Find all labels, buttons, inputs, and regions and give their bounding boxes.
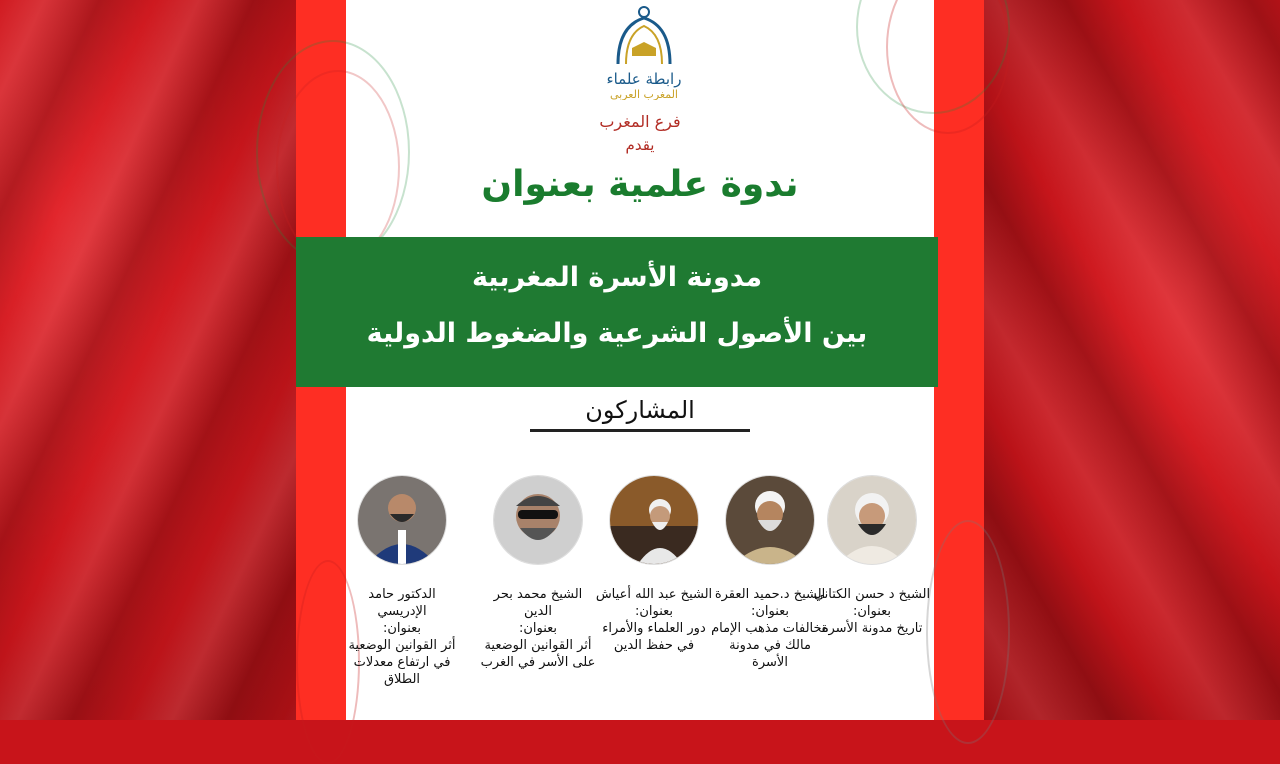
speaker-name: الدكتور حامد الإدريسي [368,587,436,619]
speaker-label: بعنوان: [518,621,558,636]
avatar [494,476,582,564]
flag-background-left [0,0,296,720]
presents-label: يقدم [625,136,655,154]
avatar [726,476,814,564]
speaker-name: الشيخ محمد بحر الدين [493,587,583,619]
branch-label: فرع المغرب [599,112,681,131]
flag-background-right [984,0,1280,720]
speaker-topic: مخالفات مذهب الإمام مالك في مدونة الأسرة [711,621,829,670]
seminar-title-line1: مدونة الأسرة المغربية [471,262,763,293]
speaker-topic: أثر القوانين الوضعية في ارتفاع معدلات الطلاق [348,638,456,687]
svg-text:المغرب العربي: المغرب العربي [609,88,679,100]
speaker-topic: دور العلماء والأمراء في حفظ الدين [602,621,706,653]
speaker-name: الشيخ د حسن الكتاني [813,587,931,602]
decorative-swirl [926,520,1010,744]
avatar [610,476,698,564]
speaker-card [710,476,830,671]
participants-heading: المشاركون [585,396,695,424]
speaker-label: بعنوان: [852,604,892,619]
title-band [296,237,938,387]
speaker-card [342,476,462,688]
speaker-name: الشيخ عبد الله أعياش [595,587,713,602]
avatar [828,476,916,564]
svg-text:رابطة علماء: رابطة علماء [606,70,682,88]
speaker-topic: أثر القوانين الوضعية على الأسر في الغرب [480,638,596,670]
speaker-card [594,476,714,654]
league-logo [598,4,690,100]
speaker-card [478,476,598,671]
speaker-label: بعنوان: [382,621,422,636]
speaker-card [812,476,932,637]
event-poster [296,0,984,720]
heading-underline [530,429,750,432]
speaker-label: بعنوان: [750,604,790,619]
speaker-label: بعنوان: [634,604,674,619]
speaker-topic: تاريخ مدونة الأسرة [821,621,923,636]
page-title: ندوة علمية بعنوان [481,164,799,205]
avatar [358,476,446,564]
speaker-name: الشيخ د.حميد العقرة [714,587,826,602]
seminar-title-line2: بين الأصول الشرعية والضغوط الدولية [366,318,868,349]
